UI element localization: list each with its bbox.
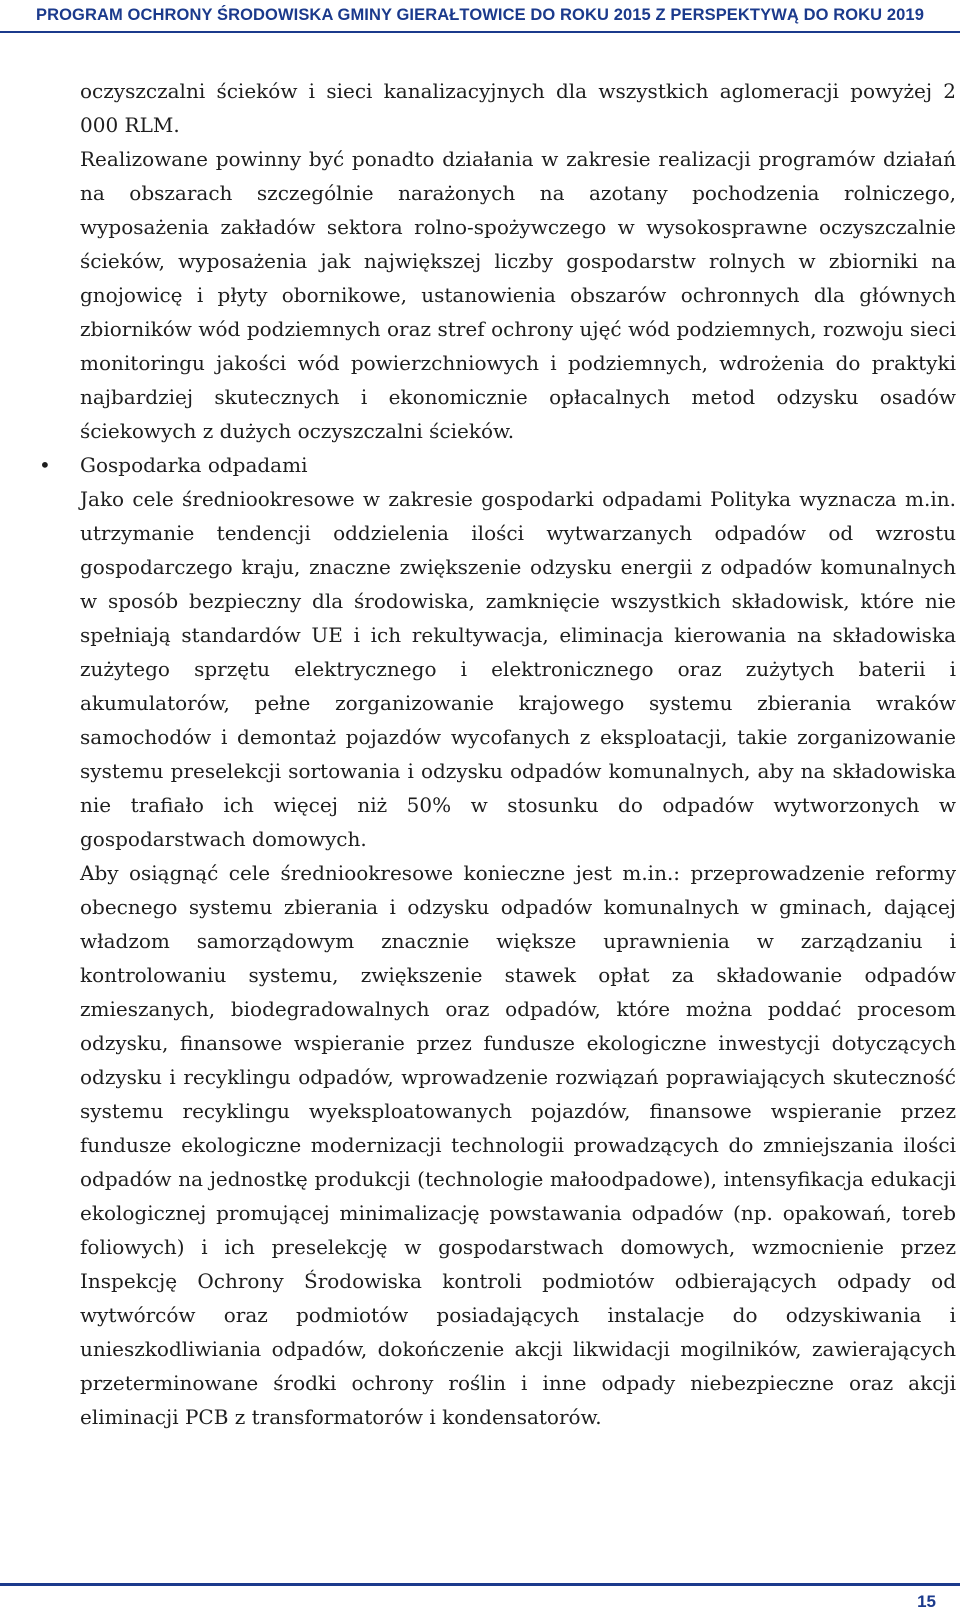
- bullet-section-waste-management: [39, 448, 956, 1434]
- footer-divider: [0, 1583, 960, 1586]
- header-divider: [0, 31, 960, 33]
- page-number: 15: [917, 1592, 936, 1611]
- body-paragraph: Jako cele średniookresowe w zakresie gospodarki odpadami Polityka wyznacza m.in. utrzymanie tendencji oddzielenia ilości wytwarzanych odpadów od wzrostu gospodarczego kraju, znaczne zwiększenie odzysku energii z odpadów komunalnych w sposób bezpieczny dla środowiska, zamknięcie wszystkich składowisk, które nie spełniają standardów UE i ich rekultywacja, eliminacja kierowania na składowiska zużytego sprzętu elektrycznego i elektronicznego oraz zużytych baterii i akumulatorów, pełne zorganizowanie krajowego systemu zbierania wraków samochodów i demontaż pojazdów wycofanych z eksploatacji, takie zorganizowanie systemu preselekcji sortowania i odzysku odpadów komunalnych, aby na składowiska nie trafiało ich więcej niż 50% w stosunku do odpadów wytworzonych w gospodarstwach domowych.: [80, 487, 956, 851]
- body-paragraph: oczyszczalni ścieków i sieci kanalizacyjnych dla wszystkich aglomeracji powyżej 2 000 RLM.: [80, 79, 956, 137]
- body-paragraph: Aby osiągnąć cele średniookresowe konieczne jest m.in.: przeprowadzenie reformy obecnego systemu zbierania i odzysku odpadów komunalnych w gminach, dającej władzom samorządowym znacznie większe uprawnienia w zarządzaniu i kontrolowaniu systemu, zwiększenie stawek opłat za składowanie odpadów zmieszanych, biodegradowalnych oraz odpadów, które można poddać procesom odzysku, finansowe wspieranie przez fundusze ekologiczne inwestycji dotyczących odzysku i recyklingu odpadów, wprowadzenie rozwiązań poprawiających skuteczność systemu recyklingu wyeksploatowanych pojazdów, finansowe wspieranie przez fundusze ekologiczne modernizacji technologii prowadzących do zmniejszania ilości odpadów na jednostkę produkcji (technologie małoodpadowe), intensyfikacja edukacji ekologicznej promującej minimalizację powstawania odpadów (np. opakowań, toreb foliowych) i ich preselekcję w gospodarstwach domowych, wzmocnienie przez Inspekcję Ochrony Środowiska kontroli podmiotów odbierających odpady od wytwórców oraz podmiotów posiadających instalacje do odzyskiwania i unieszkodliwiania odpadów, dokończenie akcji likwidacji mogilników, zawierających przeterminowane środki ochrony roślin i inne odpady niebezpieczne oraz akcji eliminacji PCB z transformatorów i kondensatorów.: [80, 861, 956, 1429]
- document-title: PROGRAM OCHRONY ŚRODOWISKA GMINY GIERAŁTOWICE DO ROKU 2015 Z PERSPEKTYWĄ DO ROKU 2019: [35, 6, 924, 24]
- bullet-icon: •: [39, 453, 51, 477]
- section-heading: Gospodarka odpadami: [80, 453, 308, 477]
- body-paragraph: Realizowane powinny być ponadto działania w zakresie realizacji programów działań na obszarach szczególnie narażonych na azotany pochodzenia rolniczego, wyposażenia zakładów sektora rolno-spożywczego w wysokosprawne oczyszczalnie ścieków, wyposażenia jak największej liczby gospodarstw rolnych w zbiorniki na gnojowicę i płyty obornikowe, ustanowienia obszarów ochronnych dla głównych zbiorników wód podziemnych oraz stref ochrony ujęć wód podziemnych, rozwoju sieci monitoringu jakości wód powierzchniowych i podziemnych, wdrożenia do praktyki najbardziej skutecznych i ekonomicznie opłacalnych metod odzysku osadów ściekowych z dużych oczyszczalni ścieków.: [80, 147, 956, 443]
- page-header: [0, 0, 960, 30]
- document-body: [39, 74, 956, 1434]
